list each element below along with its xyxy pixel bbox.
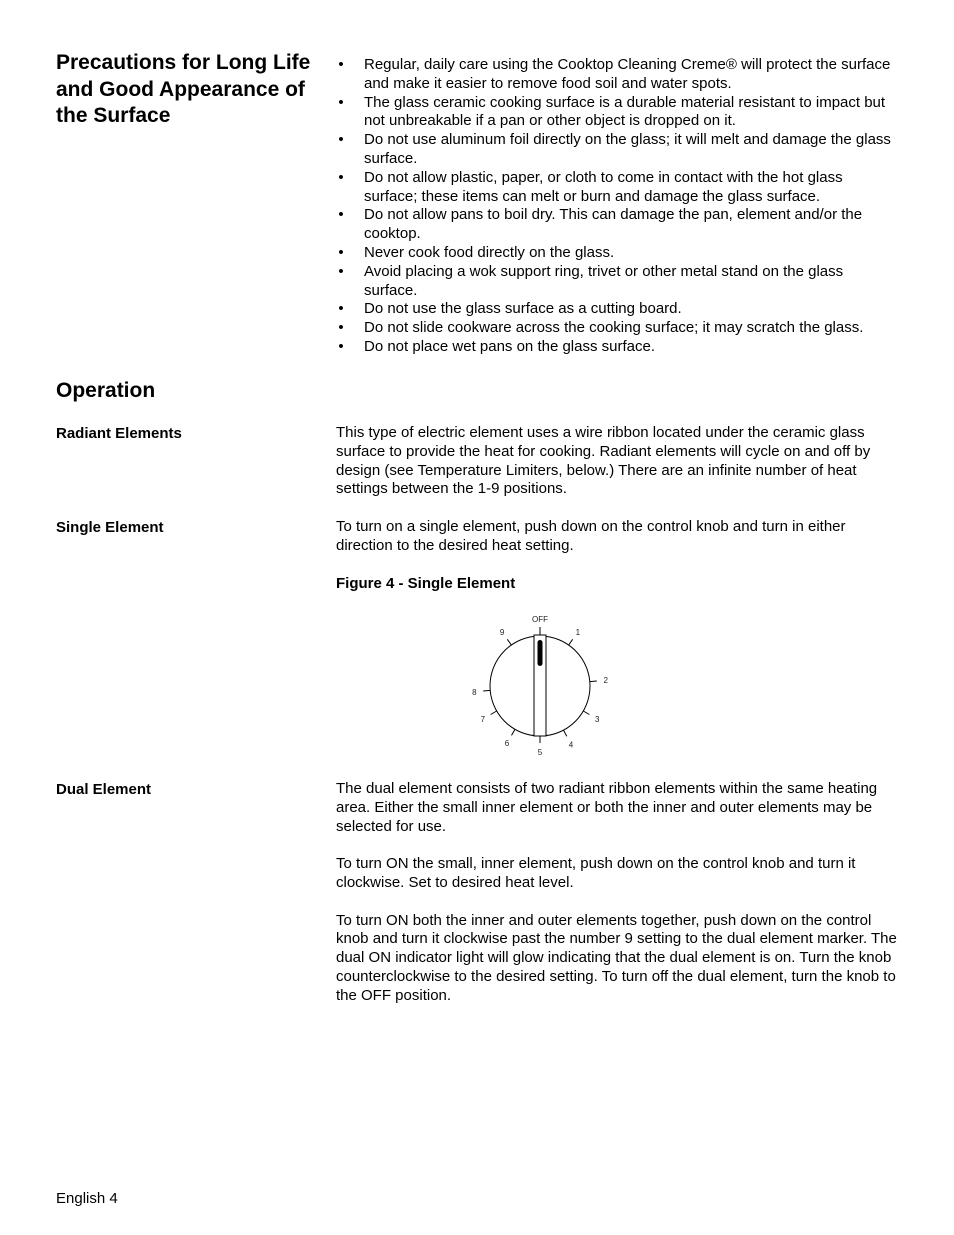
list-item: • Do not place wet pans on the glass surface.	[336, 338, 898, 357]
dial-tick	[483, 690, 490, 691]
dial-label-off: OFF	[532, 615, 548, 624]
bullet-icon: •	[338, 243, 344, 261]
list-item: • Regular, daily care using the Cooktop Cleaning Creme® will protect the surface and make it easier to remove food soil and water spots.	[336, 56, 898, 94]
list-item: • Do not allow plastic, paper, or cloth to come in contact with the hot glass surface; these items can melt or burn and damage the glass surface.	[336, 169, 898, 207]
single-element-label: Single Element	[56, 519, 164, 536]
dual-element-paragraph: To turn ON both the inner and outer elements together, push down on the control knob and turn it clockwise past the number 9 setting to the dual element marker. The dual ON indicator light will glow indicating that the dual element is on. Turn the knob counterclockwise to the desired setting. To turn off the dual element, turn the knob to the OFF position.	[336, 911, 897, 1004]
list-item: • Do not slide cookware across the cooking surface; it may scratch the glass.	[336, 319, 898, 338]
single-element-text: To turn on a single element, push down on the control knob and turn in either direction to the desired heat setting.	[336, 518, 846, 554]
bullet-icon: •	[338, 56, 344, 73]
bullet-icon: •	[338, 262, 344, 280]
dual-element-paragraph: The dual element consists of two radiant ribbon elements within the same heating area. Either the small inner element or both the inner and outer elements may be selected for use.	[336, 780, 878, 835]
bullet-icon: •	[338, 319, 344, 337]
dial-tick	[569, 639, 573, 645]
bullet-icon: •	[338, 337, 344, 355]
dial-tick	[564, 730, 567, 736]
precautions-heading: Precautions for Long Life and Good Appearance of the Surface	[56, 51, 311, 127]
dial-tick	[512, 729, 516, 735]
dial-tick	[590, 681, 597, 682]
list-item: • Never cook food directly on the glass.	[336, 244, 898, 263]
dual-element-label: Dual Element	[56, 781, 152, 798]
bullet-icon: •	[338, 206, 344, 224]
dial-label: 7	[480, 715, 486, 724]
precautions-list	[336, 56, 898, 357]
bullet-icon: •	[338, 168, 344, 186]
dial-label: 1	[575, 627, 581, 637]
dial-label: 9	[499, 627, 505, 637]
dual-element-paragraph: To turn ON the small, inner element, push down on the control knob and turn it clockwise. Set to desired heat level.	[336, 855, 856, 891]
knob-indicator-mark	[538, 640, 543, 666]
dual-element-text	[336, 780, 898, 1024]
dial-label: 4	[568, 740, 574, 750]
list-item: • Avoid placing a wok support ring, trivet or other metal stand on the glass surface.	[336, 263, 898, 301]
page-footer: English 4	[56, 1190, 118, 1207]
dial-tick	[507, 639, 511, 645]
dial-label: 2	[603, 676, 608, 686]
list-item: • Do not use aluminum foil directly on the glass; it will melt and damage the glass surface.	[336, 131, 898, 169]
dial-label: 8	[472, 687, 477, 697]
figure-caption: Figure 4 - Single Element	[336, 575, 516, 592]
bullet-icon: •	[338, 93, 344, 111]
operation-heading: Operation	[56, 379, 156, 402]
dial-tick	[491, 711, 497, 715]
radiant-elements-text: This type of electric element uses a wire ribbon located under the ceramic glass surface to provide the heat for cooking. Radiant elements will cycle on and off by design (see Temperature Limiters, below.) There are an infinite number of heat settings between the 1-9 positions.	[336, 424, 871, 498]
dial-label: 5	[537, 748, 543, 757]
dial-label: 3	[594, 715, 600, 724]
bullet-icon: •	[338, 131, 344, 149]
list-item: • Do not allow pans to boil dry. This can damage the pan, element and/or the cooktop.	[336, 206, 898, 244]
bullet-icon: •	[338, 300, 344, 318]
list-item: • Do not use the glass surface as a cutting board.	[336, 300, 898, 319]
radiant-elements-label: Radiant Elements	[56, 425, 182, 442]
dial-tick	[583, 711, 589, 715]
control-knob-diagram	[460, 606, 620, 762]
list-item: • The glass ceramic cooking surface is a durable material resistant to impact but not unbreakable if a pan or other object is dropped on it.	[336, 94, 898, 132]
dial-label: 6	[504, 739, 510, 749]
